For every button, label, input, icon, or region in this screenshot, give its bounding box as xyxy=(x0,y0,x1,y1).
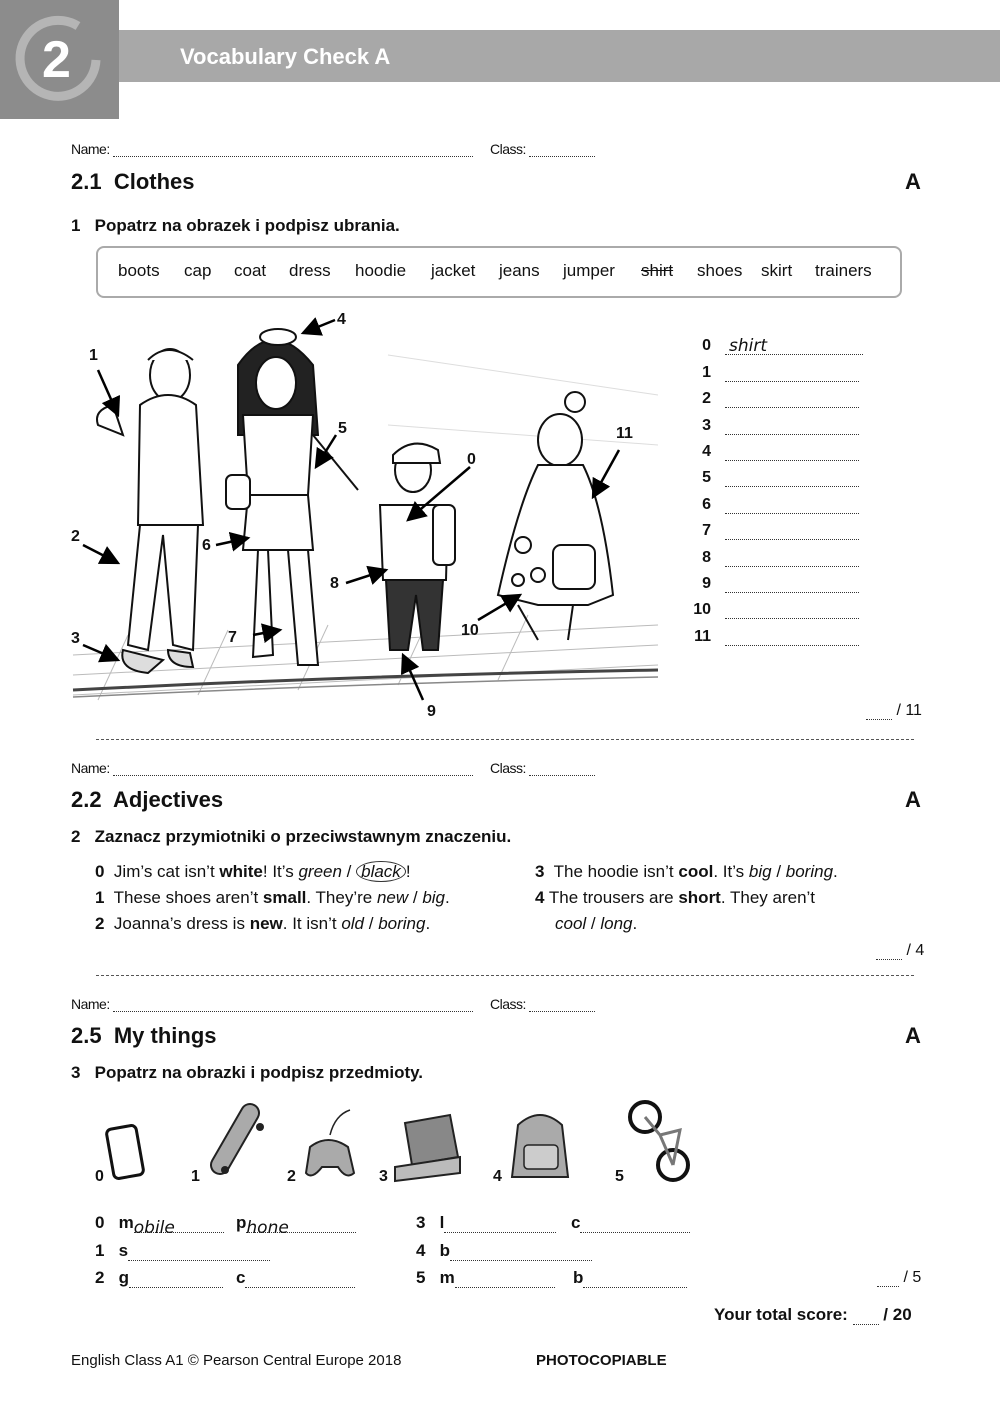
answer-row xyxy=(683,408,863,434)
version-letter: A xyxy=(905,1023,921,1048)
page-title: Vocabulary Check A xyxy=(180,44,391,69)
separator: / xyxy=(586,914,601,933)
word-item: coat xyxy=(234,261,267,280)
sentence-number: 2 xyxy=(95,914,105,933)
sentence-item xyxy=(95,914,430,934)
answer-field[interactable] xyxy=(725,550,859,567)
class-field[interactable] xyxy=(529,997,595,1012)
first-letter: l xyxy=(439,1213,445,1232)
word-item: dress xyxy=(289,261,331,280)
class-label: Class: xyxy=(490,760,526,776)
picture-label: 4 xyxy=(493,1168,502,1185)
word-item: jumper xyxy=(563,261,615,280)
answer-field[interactable] xyxy=(583,1273,687,1288)
sentence-text: . xyxy=(425,914,431,933)
answer-field[interactable] xyxy=(725,418,859,435)
option-b-selected[interactable]: black xyxy=(356,861,406,882)
total-score-field[interactable] xyxy=(853,1310,879,1325)
answer-number: 6 xyxy=(702,495,711,513)
score-field[interactable] xyxy=(876,945,902,960)
task-number: 2 xyxy=(71,827,81,846)
cut-line xyxy=(96,739,914,740)
answer-row xyxy=(683,355,863,381)
option-a[interactable]: cool xyxy=(555,914,587,933)
picture-label: 1 xyxy=(191,1168,200,1185)
answer-field[interactable] xyxy=(450,1246,592,1261)
separator: / xyxy=(771,862,786,881)
pointer-label: 7 xyxy=(228,629,237,646)
name-class-row xyxy=(71,996,473,1012)
answer-number: 5 xyxy=(416,1268,426,1287)
answer-number: 9 xyxy=(702,574,711,592)
cut-line xyxy=(96,975,914,976)
pointer-label: 11 xyxy=(616,425,633,442)
answer-number: 0 xyxy=(95,1213,105,1232)
sentence-text: The hoodie isn’t xyxy=(553,862,679,881)
answer-field[interactable] xyxy=(725,470,859,487)
section-title: Clothes xyxy=(113,169,195,194)
sentence-text: . xyxy=(445,888,450,907)
answer-row xyxy=(683,329,863,355)
first-letter: b xyxy=(439,1241,451,1260)
name-field[interactable] xyxy=(113,142,473,157)
total-score-max: / 20 xyxy=(883,1305,912,1324)
answer-number: 1 xyxy=(95,1241,105,1260)
first-letter: m xyxy=(439,1268,455,1287)
first-letter: p xyxy=(236,1213,247,1232)
section-title: My things xyxy=(113,1023,217,1048)
first-letter: b xyxy=(573,1268,584,1287)
sentence-number: 3 xyxy=(535,862,545,881)
pointer-label: 4 xyxy=(337,311,346,328)
answer-field[interactable] xyxy=(725,391,859,408)
footer-copyright: English Class A1 © Pearson Central Europe 2018 xyxy=(71,1352,402,1369)
answer-field[interactable] xyxy=(455,1273,555,1288)
sentence-text: . It’s xyxy=(713,862,749,881)
class-label: Class: xyxy=(490,996,526,1012)
section-heading xyxy=(71,169,195,195)
picture-label: 2 xyxy=(287,1168,296,1185)
option-a[interactable]: big xyxy=(748,862,772,881)
option-a[interactable]: green xyxy=(298,862,342,881)
answer-list xyxy=(683,329,863,646)
answer-row xyxy=(416,1241,592,1261)
word-item: skirt xyxy=(761,261,793,280)
version-letter: A xyxy=(905,169,921,194)
answer-field[interactable] xyxy=(725,497,859,514)
name-class-row xyxy=(71,760,473,776)
score-field[interactable] xyxy=(877,1272,899,1287)
answer-number: 2 xyxy=(702,390,711,408)
answer-field[interactable] xyxy=(128,1246,270,1261)
sentence-text: ! xyxy=(405,862,411,881)
answer-number: 0 xyxy=(702,337,711,355)
answer-number: 3 xyxy=(416,1213,426,1232)
sentence-text: . They’re xyxy=(306,888,377,907)
answer-field[interactable] xyxy=(129,1273,223,1288)
keyword: short xyxy=(678,888,721,907)
first-letter: c xyxy=(236,1268,246,1287)
answer-field[interactable] xyxy=(580,1218,690,1233)
name-field[interactable] xyxy=(113,761,473,776)
sentence-text: . It isn’t xyxy=(282,914,342,933)
pointer-label: 3 xyxy=(71,630,80,647)
answer-row-part xyxy=(236,1213,356,1238)
unit-badge xyxy=(0,0,119,119)
answer-number: 1 xyxy=(702,363,711,381)
answer-row xyxy=(683,540,863,566)
answer-number: 5 xyxy=(702,469,711,487)
keyword: cool xyxy=(678,862,714,881)
keyword: new xyxy=(249,914,283,933)
section-score xyxy=(876,942,924,960)
pointer-label: 10 xyxy=(461,622,479,639)
word-item: cap xyxy=(184,261,212,280)
score-field[interactable] xyxy=(866,705,892,720)
picture-label: 3 xyxy=(379,1168,388,1185)
answer-row xyxy=(683,461,863,487)
answer-field[interactable] xyxy=(725,365,859,382)
mobile-phone-icon xyxy=(106,1125,144,1179)
skateboard-icon xyxy=(208,1101,264,1178)
answer-field[interactable] xyxy=(725,629,859,646)
score-total: / 5 xyxy=(903,1269,922,1286)
answer-number: 7 xyxy=(702,522,711,540)
answer-field[interactable] xyxy=(725,602,859,619)
answer-row xyxy=(683,487,863,513)
sentence-item xyxy=(95,862,411,882)
class-row xyxy=(490,141,595,157)
footer-photocopiable: PHOTOCOPIABLE xyxy=(536,1352,667,1369)
answer-row-part xyxy=(573,1268,687,1288)
answer-field[interactable] xyxy=(245,1273,355,1288)
task-text: Popatrz na obrazek i podpisz ubrania. xyxy=(94,216,400,235)
header-bar xyxy=(0,30,1000,82)
answer-row xyxy=(95,1241,270,1261)
option-a[interactable]: new xyxy=(376,888,409,907)
answer-field[interactable]: obile xyxy=(134,1218,224,1233)
sentence-number: 4 xyxy=(535,888,545,907)
first-letter: s xyxy=(118,1241,129,1260)
name-label: Name: xyxy=(71,996,110,1012)
answer-row xyxy=(683,382,863,408)
class-label: Class: xyxy=(490,141,526,157)
pointer-label: 0 xyxy=(467,451,476,468)
option-b[interactable]: boring xyxy=(378,914,426,933)
first-letter: m xyxy=(118,1213,134,1232)
answer-field[interactable]: hone xyxy=(246,1218,356,1233)
answer-number: 4 xyxy=(702,442,711,460)
section-number: 2.1 xyxy=(71,169,102,194)
option-b[interactable]: boring xyxy=(785,862,834,881)
score-total: / 11 xyxy=(896,702,922,719)
name-field[interactable] xyxy=(113,997,473,1012)
answer-row xyxy=(683,435,863,461)
word-item: jeans xyxy=(499,261,540,280)
task-instruction xyxy=(71,1063,423,1083)
class-row xyxy=(490,760,595,776)
answer-number: 2 xyxy=(95,1268,105,1287)
section-heading xyxy=(71,1023,217,1049)
pointer-label: 5 xyxy=(338,420,347,437)
answer-row xyxy=(95,1268,223,1288)
option-a[interactable]: old xyxy=(341,914,365,933)
answer-field[interactable] xyxy=(725,444,859,461)
sentence-text: . They aren’t xyxy=(720,888,816,907)
answer-field[interactable] xyxy=(725,523,859,540)
answer-number: 10 xyxy=(693,601,711,619)
pointer-label: 8 xyxy=(330,575,339,592)
answer-row xyxy=(416,1268,555,1288)
name-class-row xyxy=(71,141,473,157)
sentence-text: Joanna’s dress is xyxy=(113,914,250,933)
task-text: Zaznacz przymiotniki o przeciwstawnym znaczeniu. xyxy=(94,827,512,846)
section-heading xyxy=(71,787,223,813)
version-letter: A xyxy=(905,787,921,812)
word-item: boots xyxy=(118,261,160,280)
sentence-text: . xyxy=(833,862,838,881)
sentence-item xyxy=(95,888,450,908)
separator: / xyxy=(364,914,379,933)
sentence-item-continued xyxy=(555,914,637,934)
section-score xyxy=(866,702,922,720)
word-item: hoodie xyxy=(355,261,407,280)
answer-number: 8 xyxy=(702,548,711,566)
pointer-label: 1 xyxy=(89,347,98,364)
picture-label: 0 xyxy=(95,1168,104,1185)
task-text: Popatrz na obrazki i podpisz przedmioty. xyxy=(94,1063,424,1082)
sentence-text: . xyxy=(632,914,638,933)
pointer-label: 9 xyxy=(427,703,436,720)
answer-row xyxy=(683,593,863,619)
answer-number: 3 xyxy=(702,416,711,434)
answer-row-part xyxy=(571,1213,690,1233)
answer-row xyxy=(683,619,863,645)
section-title: Adjectives xyxy=(113,787,224,812)
answer-row-part xyxy=(236,1268,355,1288)
sentence-number: 1 xyxy=(95,888,105,907)
answer-number: 4 xyxy=(416,1241,426,1260)
sentence-text: ! It’s xyxy=(262,862,299,881)
sentence-text: The trousers are xyxy=(548,888,679,907)
pointer-label: 6 xyxy=(202,537,211,554)
sentence-text: Jim’s cat isn’t xyxy=(113,862,220,881)
answer-row xyxy=(683,567,863,593)
option-b[interactable]: big xyxy=(422,888,446,907)
word-item: trainers xyxy=(815,261,872,280)
clothes-illustration xyxy=(68,305,668,725)
sentence-text: These shoes aren’t xyxy=(113,888,263,907)
answer-row xyxy=(95,1213,224,1238)
task-instruction xyxy=(71,216,400,236)
section-score xyxy=(877,1269,921,1287)
keyword: small xyxy=(262,888,307,907)
answer-field[interactable]: shirt xyxy=(725,338,863,355)
bicycle-icon xyxy=(630,1102,688,1180)
answer-field[interactable] xyxy=(444,1218,556,1233)
picture-label: 5 xyxy=(615,1168,624,1185)
answer-field[interactable] xyxy=(725,576,859,593)
separator: / xyxy=(408,888,423,907)
name-label: Name: xyxy=(71,141,110,157)
class-field[interactable] xyxy=(529,761,595,776)
backpack-icon xyxy=(512,1115,568,1177)
class-row xyxy=(490,996,595,1012)
answer-row xyxy=(416,1213,556,1233)
first-letter: g xyxy=(118,1268,130,1287)
option-b[interactable]: long xyxy=(600,914,633,933)
sentence-item xyxy=(535,888,815,908)
word-item: shoes xyxy=(697,261,743,280)
task-number: 3 xyxy=(71,1063,81,1082)
gamepad-icon xyxy=(306,1110,354,1175)
task-instruction xyxy=(71,827,511,847)
score-total: / 4 xyxy=(906,942,925,959)
word-item-used: shirt xyxy=(641,261,674,280)
first-letter: c xyxy=(571,1213,581,1232)
class-field[interactable] xyxy=(529,142,595,157)
word-item: jacket xyxy=(431,261,476,280)
name-label: Name: xyxy=(71,760,110,776)
section-number: 2.2 xyxy=(71,787,102,812)
section-number: 2.5 xyxy=(71,1023,102,1048)
sentence-number: 0 xyxy=(95,862,105,881)
answer-row xyxy=(683,514,863,540)
laptop-icon xyxy=(395,1115,460,1181)
task-number: 1 xyxy=(71,216,81,235)
total-score xyxy=(714,1305,912,1325)
pointer-label: 2 xyxy=(71,528,80,545)
separator: / xyxy=(341,862,357,881)
keyword: white xyxy=(219,862,263,881)
total-score-label: Your total score: xyxy=(714,1305,848,1324)
sentence-item xyxy=(535,862,838,882)
unit-number: 2 xyxy=(42,31,71,89)
answer-number: 11 xyxy=(694,627,711,645)
